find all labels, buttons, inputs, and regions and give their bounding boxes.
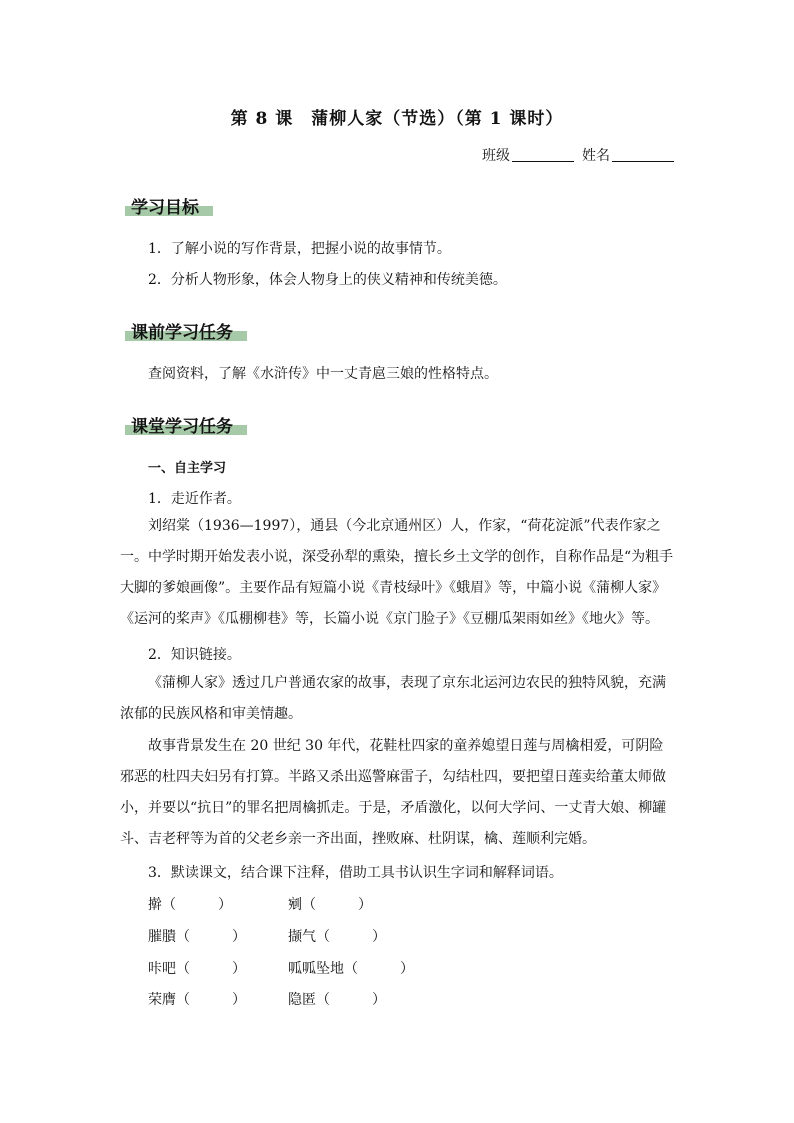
- step-heading: 2．知识链接。: [148, 647, 241, 663]
- vocab-item: [148, 926, 246, 946]
- vocab-item: [148, 989, 246, 1009]
- lesson-number: 第 8 课: [230, 109, 294, 129]
- vocab-word: 荣膺: [148, 992, 176, 1008]
- vocab-item: [148, 958, 246, 978]
- vocab-word: 咔吧: [148, 961, 176, 977]
- heading-label: 学习目标: [131, 198, 199, 218]
- vocab-word: 膗膭: [148, 929, 176, 945]
- vocab-answer-blank[interactable]: （ ）: [176, 929, 246, 945]
- vocab-answer-blank[interactable]: （ ）: [316, 992, 386, 1008]
- class-label: 班级: [482, 148, 510, 164]
- vocab-answer-blank[interactable]: （ ）: [302, 897, 372, 913]
- vocab-word: 擀: [148, 897, 162, 913]
- vocab-answer-blank[interactable]: （ ）: [344, 961, 414, 977]
- heading-label: 课前学习任务: [131, 323, 233, 343]
- vocab-word: 撷气: [288, 929, 316, 945]
- document-title: [0, 104, 794, 129]
- vocab-answer-blank[interactable]: （ ）: [176, 992, 246, 1008]
- vocab-answer-blank[interactable]: （ ）: [162, 897, 232, 913]
- vocab-item: [148, 894, 232, 914]
- vocab-item: [288, 989, 386, 1009]
- class-blank[interactable]: [512, 147, 574, 162]
- objective-item: 2．分析人物形象，体会人物身上的侠义精神和传统美德。: [148, 272, 507, 288]
- vocab-item: [288, 926, 386, 946]
- step-heading: 1．走近作者。: [148, 491, 241, 507]
- vocab-item: [288, 894, 372, 914]
- knowledge-paragraph: 《蒲柳人家》透过几户普通农家的故事，表现了京东北运河边农民的独特风貌，充满浓郁的民族风格和审美情趣。: [120, 675, 666, 722]
- author-paragraph: 刘绍棠（1936—1997），通县（今北京通州区）人，作家，“荷花淀派”代表作家之一。中学时期开始发表小说，深受孙犁的熏染，擅长乡土文学的创作，自称作品是“为粗手大脚的爹娘画像”。主要作品有短篇小说《青枝绿叶》《蛾眉》等，中篇小说《蒲柳人家》《运河的桨声》《瓜棚柳巷》等，长篇小说《京门脸子》《豆棚瓜架雨如丝》《地火》等。: [120, 518, 674, 627]
- vocab-word: 剜: [288, 897, 302, 913]
- background-paragraph: 故事背景发生在 20 世纪 30 年代，花鞋杜四家的童养媳望日莲与周檎相爱，可阴险邪恶的杜四夫妇另有打算。半路又杀出巡警麻雷子，勾结杜四，要把望日莲卖给董太师做小，并要以“抗日”的罪名把周檎抓走。于是，矛盾激化，以何大学问、一丈青大娘、柳罐斗、吉老秤等为首的父老乡亲一齐出面，挫败麻、杜阴谋，檎、莲顺利完婚。: [120, 738, 667, 847]
- name-blank[interactable]: [612, 147, 674, 162]
- vocab-word: 呱呱坠地: [288, 961, 344, 977]
- name-label: 姓名: [582, 148, 610, 164]
- vocab-word: 隐匿: [288, 992, 316, 1008]
- vocab-answer-blank[interactable]: （ ）: [316, 929, 386, 945]
- step-heading: 3．默读课文，结合课下注释，借助工具书认识生字词和解释词语。: [148, 865, 563, 881]
- vocab-answer-blank[interactable]: （ ）: [176, 961, 246, 977]
- preclass-task: 查阅资料，了解《水浒传》中一丈青扈三娘的性格特点。: [148, 366, 498, 382]
- objective-item: 1．了解小说的写作背景，把握小说的故事情节。: [148, 241, 451, 257]
- subheading-self-study: 一、自主学习: [148, 461, 227, 476]
- heading-label: 课堂学习任务: [131, 417, 233, 437]
- lesson-title: 蒲柳人家（节选）（第 1 课时）: [311, 109, 564, 129]
- student-info: [482, 145, 674, 165]
- vocab-item: [288, 958, 414, 978]
